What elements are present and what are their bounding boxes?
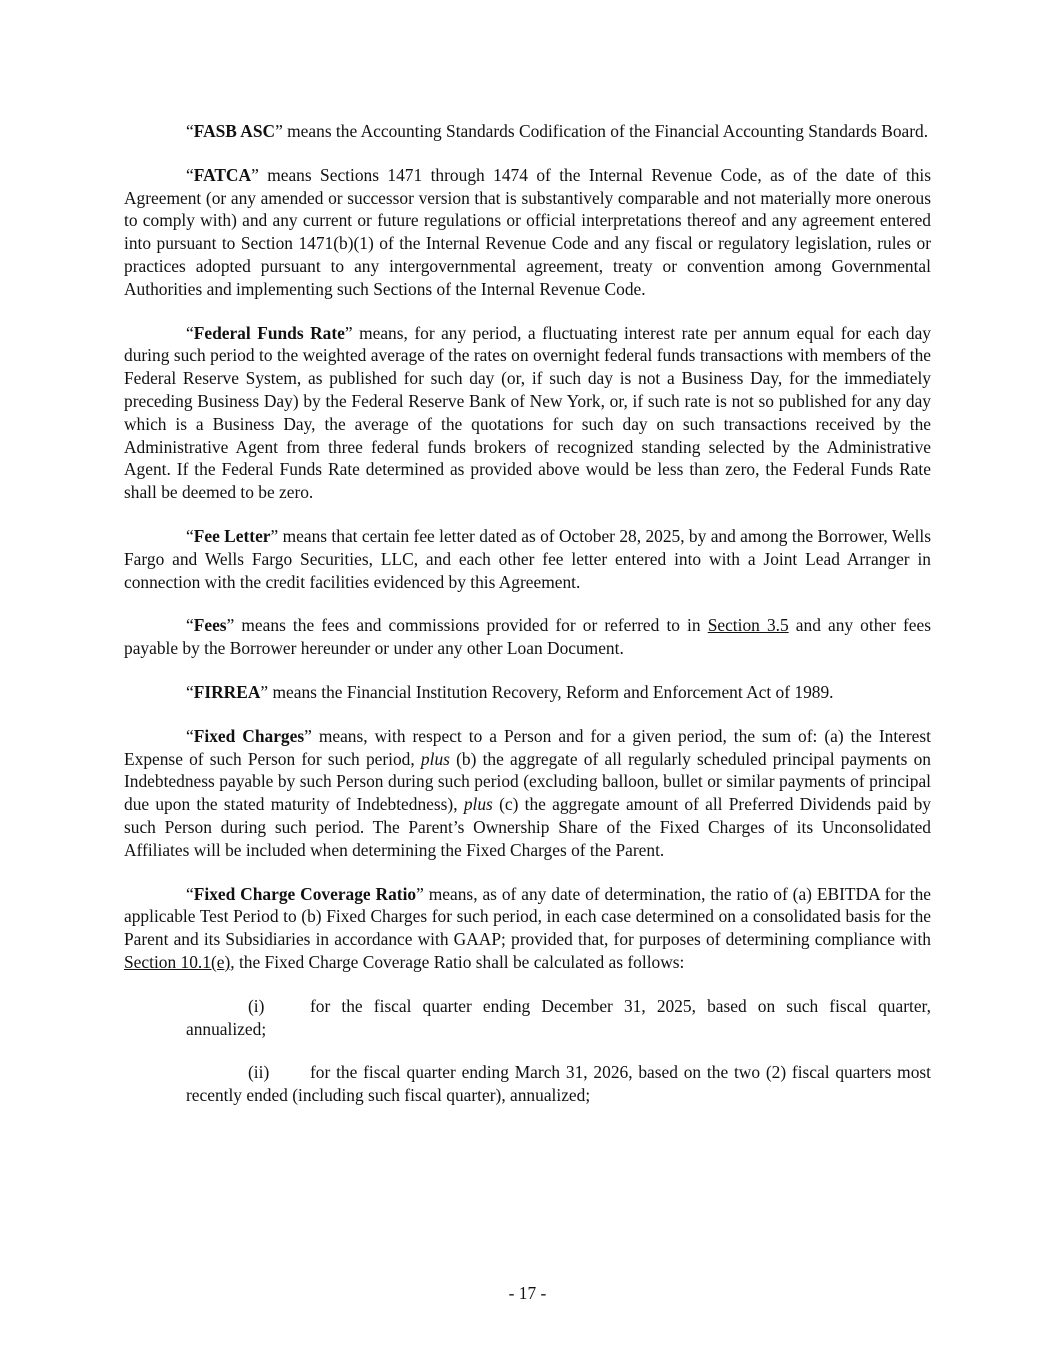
definition-text: means the Financial Institution Recovery, Reform and Enforcement Act of 1989. <box>268 681 834 702</box>
defined-term: Fees <box>193 615 227 636</box>
defined-term: Fixed Charges <box>193 725 305 746</box>
definition-paragraph: “Fees” means the fees and commissions provided for or referred to in Section 3.5 and any other fees payable by the Borrower hereunder or under any other Loan Document. <box>124 615 932 659</box>
definitions-list <box>124 120 931 974</box>
subclause-number: (ii) <box>248 1062 270 1083</box>
subclause-paragraph <box>186 995 931 1041</box>
definition-text: means, as of any date of determination, the ratio of (a) EBITDA for the applicable Test Period to (b) Fixed Charges for such period, in each case determined on a consolidated basis for the Parent and its Subsidiaries in accordance with GAAP; provided that, for purposes of determining compliance with <box>124 883 931 950</box>
definition-paragraph: “Fixed Charges” means, with respect to a Person and for a given period, the sum of: (a) the Interest Expense of such Person for such period, plus (b) the aggregate of all regularly scheduled principal payments on Indebtedness payable by such Person during such period (excluding balloon, bullet or similar payments of principal due upon the stated maturity of Indebtedness), plus (c) the aggregate amount of all Preferred Dividends paid by such Person during such period. The Parent’s Ownership Share of the Fixed Charges of its Unconsolidated Affiliates will be included when determining the Fixed Charges of the Parent. <box>124 725 932 860</box>
definition-text: means that certain fee letter dated as of October 28, 2025, by and among the Borrower, Wells Fargo and Wells Fargo Securities, LLC, and each other fee letter entered into with a Joint Lead Arranger in connection with the credit facilities evidenced by this Agreement. <box>124 525 932 592</box>
section-reference-link[interactable]: Section 3.5 <box>707 615 789 636</box>
subclause-text: for the fiscal quarter ending December 31, 2025, based on such fiscal quarter, annualized; <box>186 995 931 1039</box>
subclause-number: (i) <box>248 995 265 1016</box>
subclause-paragraph <box>186 1061 931 1107</box>
italic-text: plus <box>463 794 493 815</box>
defined-term: Fixed Charge Coverage Ratio <box>193 883 417 904</box>
defined-term: FASB ASC <box>193 121 276 141</box>
section-reference-link[interactable]: Section 10.1(e) <box>124 951 231 972</box>
definition-text: means, for any period, a fluctuating interest rate per annum equal for each day during such period to the weighted average of the rates on overnight federal funds transactions with members of the Federal Reserve System, as published for such day (or, if such day is not a Business Day, for the immediately preceding Business Day) by the Federal Reserve Bank of New York, or, if such rate is not so published for any day which is a Business Day, the average of the quotations for such day on such transactions received by the Administrative Agent from three federal funds brokers of recognized standing selected by the Administrative Agent. If the Federal Funds Rate determined as provided above would be less than zero, the Federal Funds Rate shall be deemed to be zero. <box>124 322 931 503</box>
defined-term: FIRREA <box>193 681 261 702</box>
document-page <box>124 120 931 1128</box>
subclause-text: for the fiscal quarter ending March 31, 2026, based on the two (2) fiscal quarters most recently ended (including such fiscal quarter), annualized; <box>186 1062 931 1106</box>
definition-paragraph: “FIRREA” means the Financial Institution Recovery, Reform and Enforcement Act of 1989. <box>186 681 834 702</box>
definition-paragraph: “FATCA” means Sections 1471 through 1474 of the Internal Revenue Code, as of the date of this Agreement (or any amended or successor version that is substantively comparable and not materially more onerous to comply with) and any current or future regulations or official interpretations thereof and any agreement entered into pursuant to Section 1471(b)(1) of the Internal Revenue Code and any fiscal or regulatory legislation, rules or practices adopted pursuant to any intergovernmental agreement, treaty or convention among Governmental Authorities and implementing such Sections of the Internal Revenue Code. <box>124 164 931 299</box>
defined-term: FATCA <box>193 164 252 185</box>
defined-term: Federal Funds Rate <box>193 322 345 343</box>
definition-paragraph: “Fee Letter” means that certain fee letter dated as of October 28, 2025, by and among the Borrower, Wells Fargo and Wells Fargo Securities, LLC, and each other fee letter entered into with a Joint Lead Arranger in connection with the credit facilities evidenced by this Agreement. <box>124 525 932 592</box>
subclauses-list <box>124 995 931 1107</box>
definition-text: (c) the aggregate amount of all Preferred Dividends paid by such Person during such period. The Parent’s Ownership Share of the Fixed Charges of its Unconsolidated Affiliates will be included when determining the Fixed Charges of the Parent. <box>124 794 931 860</box>
page-number: - 17 - <box>508 1283 547 1303</box>
definition-text: means the fees and commissions provided for or referred to in <box>234 615 708 636</box>
defined-term: Fee Letter <box>193 525 271 546</box>
definition-text: means Sections 1471 through 1474 of the Internal Revenue Code, as of the date of this Agreement (or any amended or successor version that is substantively comparable and not materially more onerous to comply with) and any current or future regulations or official interpretations thereof and any agreement entered into pursuant to Section 1471(b)(1) of the Internal Revenue Code and any fiscal or regulatory legislation, rules or practices adopted pursuant to any intergovernmental agreement, treaty or convention among Governmental Authorities and implementing such Sections of the Internal Revenue Code. <box>124 164 931 299</box>
definition-paragraph: “Federal Funds Rate” means, for any period, a fluctuating interest rate per annum equal for each day during such period to the weighted average of the rates on overnight federal funds transactions with members of the Federal Reserve System, as published for such day (or, if such day is not a Business Day, for the immediately preceding Business Day) by the Federal Reserve Bank of New York, or, if such rate is not so published for any day which is a Business Day, the average of the quotations for such day on such transactions received by the Administrative Agent from three federal funds brokers of recognized standing selected by the Administrative Agent. If the Federal Funds Rate determined as provided above would be less than zero, the Federal Funds Rate shall be deemed to be zero. <box>124 322 931 503</box>
definition-text: , the Fixed Charge Coverage Ratio shall be calculated as follows: <box>230 951 685 972</box>
definition-paragraph: “Fixed Charge Coverage Ratio” means, as of any date of determination, the ratio of (a) EBITDA for the applicable Test Period to (b) Fixed Charges for such period, in each case determined on a consolidated basis for the Parent and its Subsidiaries in accordance with GAAP; provided that, for purposes of determining compliance with Section 10.1(e), the Fixed Charge Coverage Ratio shall be calculated as follows: <box>124 883 931 972</box>
definition-text: means, with respect to a Person and for a given period, the sum of: (a) the Interest Expense of such Person for such period, <box>124 725 932 769</box>
definition-text: means the Accounting Standards Codification of the Financial Accounting Standards Board. <box>282 121 929 141</box>
definition-text: (b) the aggregate of all regularly scheduled principal payments on Indebtedness payable by such Person during such period (excluding balloon, bullet or similar payments of principal due upon the stated maturity of Indebtedness), <box>124 748 931 815</box>
italic-text: plus <box>420 748 450 769</box>
definition-paragraph: “FASB ASC” means the Accounting Standards Codification of the Financial Accounting Standards Board. <box>186 121 929 141</box>
definition-text: and any other fees payable by the Borrower hereunder or under any other Loan Document. <box>124 615 932 659</box>
